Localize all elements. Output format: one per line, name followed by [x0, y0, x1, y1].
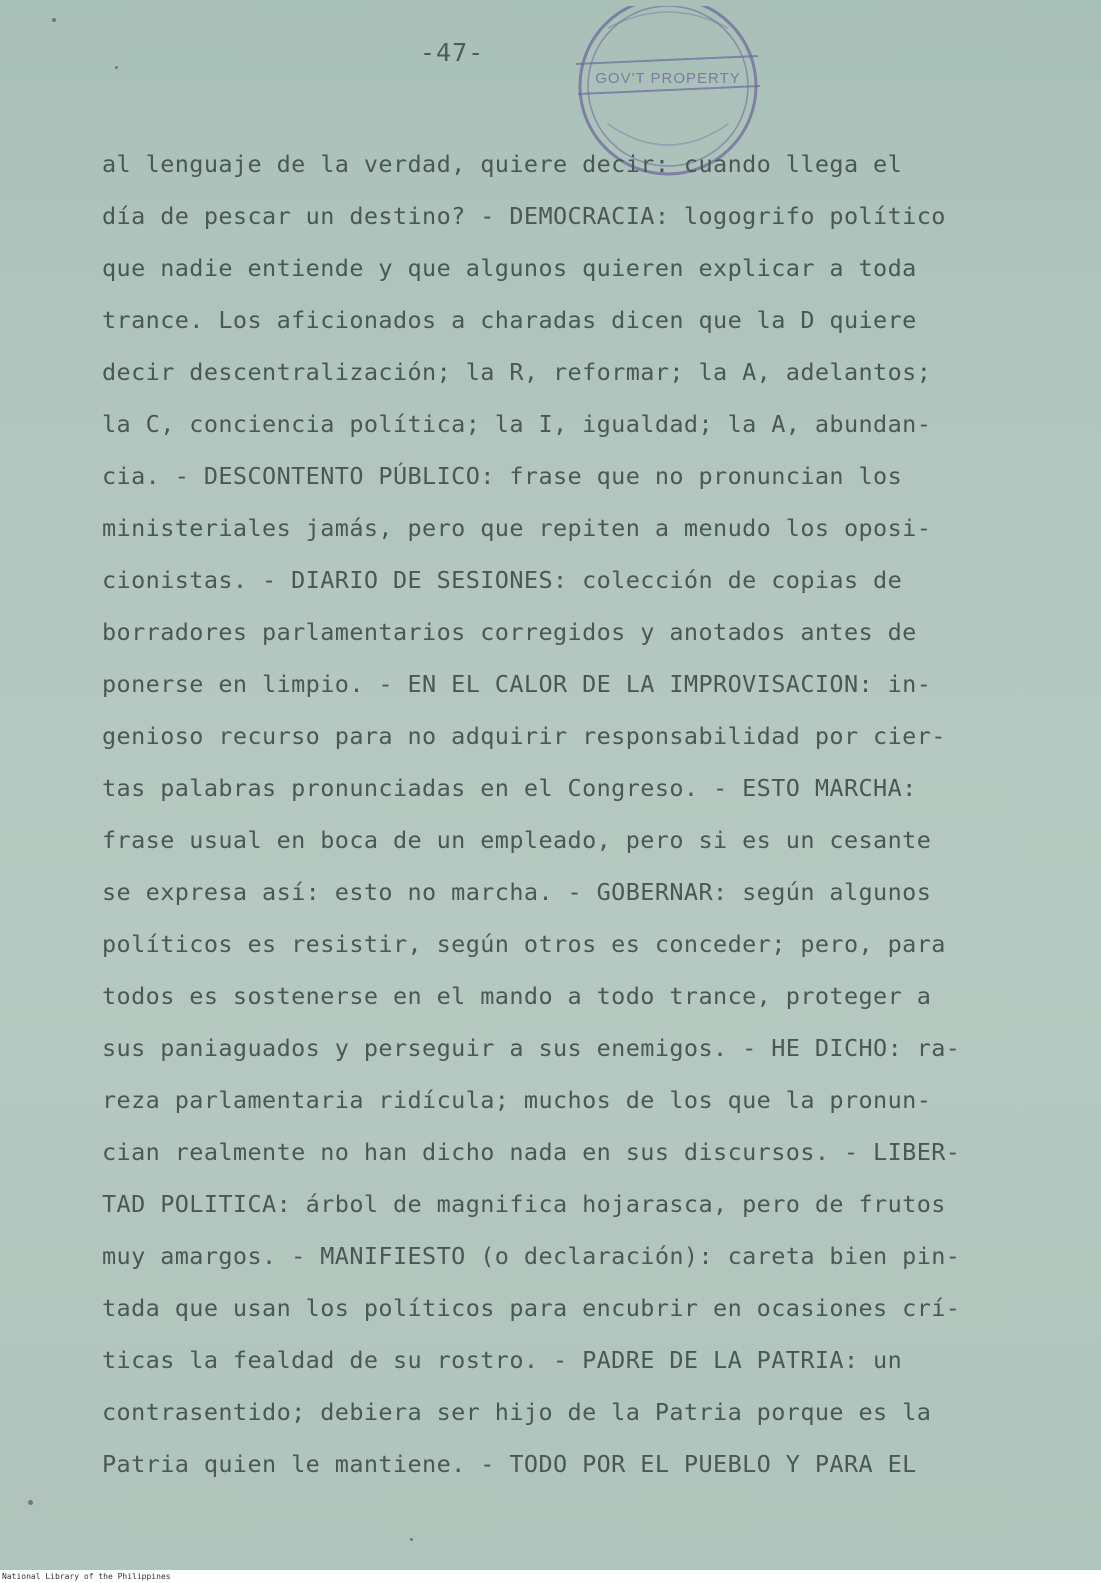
text-line: al lenguaje de la verdad, quiere decir: cuando llega el	[102, 150, 903, 178]
paper-speck	[52, 18, 56, 22]
text-line: ministeriales jamás, pero que repiten a menudo los oposi-	[102, 514, 932, 542]
text-line: políticos es resistir, según otros es conceder; pero, para	[102, 930, 946, 958]
text-line: borradores parlamentarios corregidos y anotados antes de	[102, 618, 917, 646]
text-line: Patria quien le mantiene. - TODO POR EL PUEBLO Y PARA EL	[102, 1450, 917, 1478]
text-line: reza parlamentaria ridícula; muchos de los que la pronun-	[102, 1086, 932, 1114]
typewritten-text	[102, 138, 1012, 1490]
text-line: genioso recurso para no adquirir responsabilidad por cier-	[102, 722, 946, 750]
text-line: decir descentralización; la R, reformar; la A, adelantos;	[102, 358, 932, 386]
text-line: cian realmente no han dicho nada en sus discursos. - LIBER-	[102, 1138, 961, 1166]
text-line: muy amargos. - MANIFIESTO (o declaración): careta bien pin-	[102, 1242, 961, 1270]
text-line: trance. Los aficionados a charadas dicen que la D quiere	[102, 306, 917, 334]
text-line: tas palabras pronunciadas en el Congreso. - ESTO MARCHA:	[102, 774, 917, 802]
text-line: tada que usan los políticos para encubrir en ocasiones crí-	[102, 1294, 961, 1322]
text-line: TAD POLITICA: árbol de magnifica hojarasca, pero de frutos	[102, 1190, 946, 1218]
paper-speck	[28, 1500, 33, 1505]
paper-speck	[410, 1538, 413, 1541]
text-line: se expresa así: esto no marcha. - GOBERNAR: según algunos	[102, 878, 932, 906]
library-credit: National Library of the Philippines	[2, 1572, 171, 1581]
text-line: día de pescar un destino? - DEMOCRACIA: logogrifo político	[102, 202, 946, 230]
text-line: la C, conciencia política; la I, igualdad; la A, abundan-	[102, 410, 932, 438]
text-line: cia. - DESCONTENTO PÚBLICO: frase que no pronuncian los	[102, 462, 903, 490]
text-line: cionistas. - DIARIO DE SESIONES: colección de copias de	[102, 566, 903, 594]
text-line: contrasentido; debiera ser hijo de la Patria porque es la	[102, 1398, 932, 1426]
text-line: frase usual en boca de un empleado, pero si es un cesante	[102, 826, 932, 854]
paper-speck	[115, 66, 118, 69]
page-number: -47-	[420, 38, 485, 67]
text-line: ponerse en limpio. - EN EL CALOR DE LA IMPROVISACION: in-	[102, 670, 932, 698]
text-line: todos es sostenerse en el mando a todo trance, proteger a	[102, 982, 932, 1010]
text-line: ticas la fealdad de su rostro. - PADRE DE LA PATRIA: un	[102, 1346, 903, 1374]
text-line: que nadie entiende y que algunos quieren explicar a toda	[102, 254, 917, 282]
stamp-label: GOV'T PROPERTY	[595, 70, 741, 87]
text-line: sus paniaguados y perseguir a sus enemigos. - HE DICHO: ra-	[102, 1034, 961, 1062]
